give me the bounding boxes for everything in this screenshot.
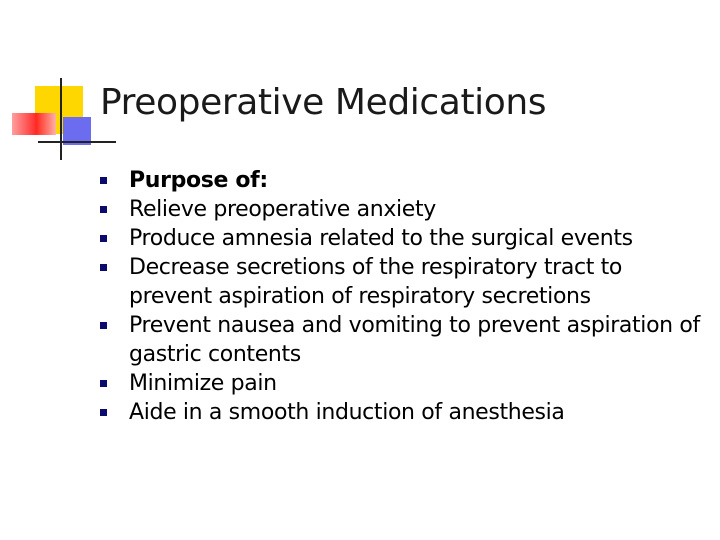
logo-horizontal-line <box>38 141 116 143</box>
square-bullet-icon <box>100 380 107 387</box>
bullet-text: Produce amnesia related to the surgical events <box>129 226 633 251</box>
logo-vertical-line <box>60 78 62 160</box>
bullet-item <box>100 253 710 311</box>
square-bullet-icon <box>100 206 107 213</box>
bullet-text: Minimize pain <box>129 371 277 396</box>
square-bullet-icon <box>100 322 107 329</box>
bullet-item <box>100 166 710 195</box>
bullet-list <box>100 166 710 427</box>
bullet-item <box>100 369 710 398</box>
slide-title: Preoperative Medications <box>100 82 547 123</box>
square-bullet-icon <box>100 235 107 242</box>
bullet-text: Aide in a smooth induction of anesthesia <box>129 400 565 425</box>
decorative-logo <box>0 0 110 170</box>
bullet-text: Purpose of: <box>129 168 268 193</box>
square-bullet-icon <box>100 264 107 271</box>
bullet-item <box>100 311 710 369</box>
bullet-text: Decrease secretions of the respiratory tract to prevent aspiration of respiratory secretions <box>129 255 623 309</box>
bullet-text: Prevent nausea and vomiting to prevent aspiration of gastric contents <box>129 313 700 367</box>
bullet-text: Relieve preoperative anxiety <box>129 197 436 222</box>
square-bullet-icon <box>100 409 107 416</box>
logo-red-bar <box>12 113 56 135</box>
bullet-item <box>100 224 710 253</box>
bullet-item <box>100 195 710 224</box>
bullet-item <box>100 398 710 427</box>
square-bullet-icon <box>100 177 107 184</box>
